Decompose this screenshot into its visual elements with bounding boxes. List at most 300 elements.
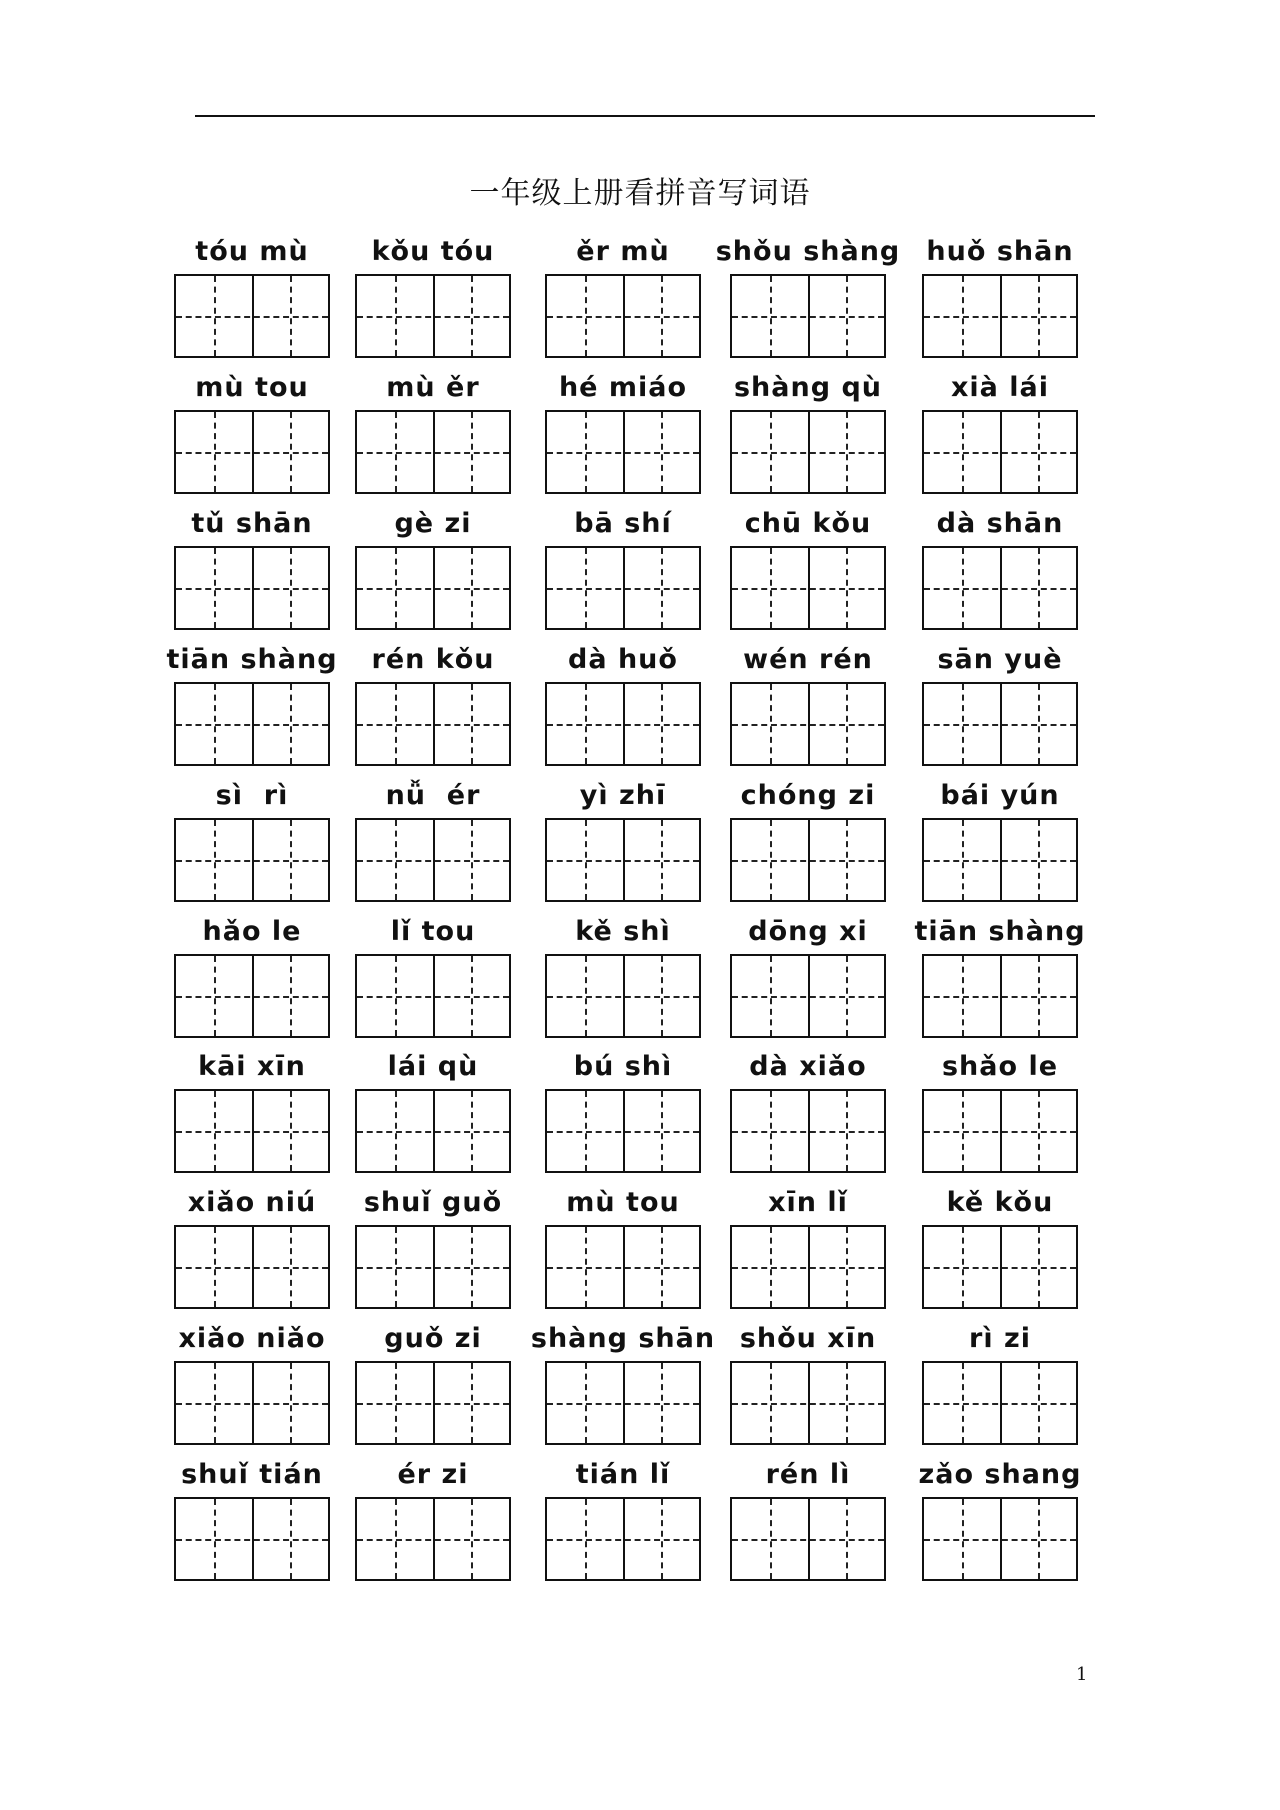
writing-box[interactable]	[355, 1089, 511, 1173]
pinyin-label: dà shān	[936, 508, 1064, 539]
pinyin-label: kě kǒu	[946, 1187, 1054, 1218]
vertical-guide-line	[585, 548, 587, 628]
box-divider	[1000, 412, 1002, 492]
vertical-guide-line	[585, 412, 587, 492]
box-divider	[623, 276, 625, 356]
pinyin-label: dōng xi	[748, 916, 868, 947]
box-divider	[252, 820, 254, 900]
vertical-guide-line	[290, 412, 292, 492]
vertical-guide-line	[1038, 276, 1040, 356]
vertical-guide-line	[770, 412, 772, 492]
pinyin-label: hǎo le	[202, 916, 302, 947]
writing-box[interactable]	[922, 1089, 1078, 1173]
page-number: 1	[1076, 1664, 1088, 1685]
writing-box[interactable]	[545, 682, 701, 766]
vertical-guide-line	[471, 1499, 473, 1579]
writing-box[interactable]	[730, 1361, 886, 1445]
vertical-guide-line	[846, 684, 848, 764]
word-item	[922, 508, 1078, 638]
vertical-guide-line	[962, 820, 964, 900]
vertical-guide-line	[471, 412, 473, 492]
vertical-guide-line	[585, 684, 587, 764]
pinyin-label: dà xiǎo	[749, 1051, 867, 1082]
box-divider	[623, 548, 625, 628]
writing-box[interactable]	[730, 546, 886, 630]
writing-box[interactable]	[174, 410, 330, 494]
vertical-guide-line	[770, 548, 772, 628]
box-divider	[252, 1227, 254, 1307]
box-divider	[808, 412, 810, 492]
writing-box[interactable]	[174, 1361, 330, 1445]
vertical-guide-line	[395, 276, 397, 356]
pinyin-label: shàng qù	[733, 372, 882, 403]
pinyin-label: hé miáo	[558, 372, 688, 403]
writing-box[interactable]	[355, 1497, 511, 1581]
pinyin-label: bā shí	[574, 508, 672, 539]
vertical-guide-line	[471, 1091, 473, 1171]
vertical-guide-line	[770, 820, 772, 900]
vertical-guide-line	[585, 956, 587, 1036]
vertical-guide-line	[395, 956, 397, 1036]
box-divider	[252, 684, 254, 764]
box-divider	[252, 956, 254, 1036]
word-item	[730, 1051, 886, 1181]
vertical-guide-line	[214, 548, 216, 628]
pinyin-label: shǒu xīn	[739, 1323, 877, 1354]
vertical-guide-line	[471, 684, 473, 764]
pinyin-label: chóng zi	[740, 780, 876, 811]
writing-box[interactable]	[922, 1497, 1078, 1581]
vertical-guide-line	[661, 820, 663, 900]
word-item	[545, 644, 701, 774]
box-divider	[623, 412, 625, 492]
vertical-guide-line	[214, 956, 216, 1036]
word-item	[730, 644, 886, 774]
writing-box[interactable]	[730, 1225, 886, 1309]
vertical-guide-line	[471, 1363, 473, 1443]
vertical-guide-line	[962, 548, 964, 628]
vertical-guide-line	[471, 548, 473, 628]
box-divider	[808, 1363, 810, 1443]
vertical-guide-line	[214, 684, 216, 764]
word-item	[545, 372, 701, 502]
vertical-guide-line	[770, 956, 772, 1036]
box-divider	[808, 276, 810, 356]
vertical-guide-line	[661, 1091, 663, 1171]
pinyin-label: xīn lǐ	[768, 1187, 848, 1218]
vertical-guide-line	[962, 956, 964, 1036]
box-divider	[1000, 1363, 1002, 1443]
vertical-guide-line	[585, 1363, 587, 1443]
word-item	[922, 780, 1078, 910]
writing-box[interactable]	[922, 1225, 1078, 1309]
writing-box[interactable]	[174, 954, 330, 1038]
word-item	[355, 780, 511, 910]
page-title: 一年级上册看拼音写词语	[469, 176, 811, 211]
word-item	[174, 508, 330, 638]
vertical-guide-line	[661, 548, 663, 628]
word-item	[355, 372, 511, 502]
writing-box[interactable]	[545, 818, 701, 902]
word-item	[355, 236, 511, 366]
box-divider	[623, 1227, 625, 1307]
writing-box[interactable]	[174, 818, 330, 902]
vertical-guide-line	[846, 1499, 848, 1579]
pinyin-label: shuǐ tián	[181, 1459, 323, 1490]
vertical-guide-line	[962, 684, 964, 764]
vertical-guide-line	[661, 956, 663, 1036]
word-item	[545, 1051, 701, 1181]
writing-box[interactable]	[174, 1225, 330, 1309]
vertical-guide-line	[395, 1227, 397, 1307]
writing-box[interactable]	[355, 274, 511, 358]
writing-box[interactable]	[545, 546, 701, 630]
vertical-guide-line	[395, 412, 397, 492]
word-item	[730, 508, 886, 638]
vertical-guide-line	[846, 412, 848, 492]
word-item	[174, 1459, 330, 1589]
pinyin-label: chū kǒu	[744, 508, 872, 539]
box-divider	[808, 548, 810, 628]
writing-box[interactable]	[922, 1361, 1078, 1445]
vertical-guide-line	[846, 956, 848, 1036]
vertical-guide-line	[214, 820, 216, 900]
pinyin-label: mù ěr	[386, 372, 480, 403]
word-item	[918, 1459, 1082, 1589]
vertical-guide-line	[214, 412, 216, 492]
word-item	[545, 916, 701, 1046]
vertical-guide-line	[962, 1227, 964, 1307]
word-item	[730, 1459, 886, 1589]
pinyin-label: xiǎo niú	[187, 1187, 317, 1218]
pinyin-label: tǔ shān	[191, 508, 313, 539]
writing-box[interactable]	[545, 1089, 701, 1173]
box-divider	[1000, 276, 1002, 356]
writing-box[interactable]	[545, 1497, 701, 1581]
word-item	[355, 508, 511, 638]
writing-box[interactable]	[545, 1225, 701, 1309]
word-item	[545, 236, 701, 366]
word-item	[730, 372, 886, 502]
word-item	[355, 644, 511, 774]
vertical-guide-line	[290, 1363, 292, 1443]
box-divider	[252, 276, 254, 356]
vertical-guide-line	[1038, 820, 1040, 900]
writing-box[interactable]	[730, 682, 886, 766]
pinyin-label: lǐ tou	[390, 916, 476, 947]
pinyin-label: shuǐ guǒ	[363, 1187, 503, 1218]
vertical-guide-line	[661, 684, 663, 764]
box-divider	[433, 548, 435, 628]
vertical-guide-line	[585, 1227, 587, 1307]
box-divider	[623, 1091, 625, 1171]
word-item	[730, 780, 886, 910]
writing-box[interactable]	[545, 410, 701, 494]
writing-box[interactable]	[922, 682, 1078, 766]
vertical-guide-line	[661, 1227, 663, 1307]
vertical-guide-line	[395, 684, 397, 764]
pinyin-label: rén kǒu	[371, 644, 495, 675]
vertical-guide-line	[661, 1499, 663, 1579]
vertical-guide-line	[395, 1499, 397, 1579]
vertical-guide-line	[290, 1227, 292, 1307]
pinyin-label: lái qù	[387, 1051, 479, 1082]
box-divider	[1000, 1091, 1002, 1171]
word-item	[922, 372, 1078, 502]
box-divider	[433, 412, 435, 492]
box-divider	[623, 1499, 625, 1579]
word-item	[166, 644, 338, 774]
writing-box[interactable]	[174, 682, 330, 766]
vertical-guide-line	[585, 1499, 587, 1579]
word-item	[730, 916, 886, 1046]
pinyin-label: dà huǒ	[568, 644, 678, 675]
pinyin-label: shǎo le	[941, 1051, 1059, 1082]
vertical-guide-line	[290, 1499, 292, 1579]
writing-box[interactable]	[545, 954, 701, 1038]
vertical-guide-line	[1038, 412, 1040, 492]
box-divider	[623, 820, 625, 900]
vertical-guide-line	[770, 1363, 772, 1443]
pinyin-label: zǎo shang	[918, 1459, 1082, 1490]
word-item	[530, 1323, 716, 1453]
vertical-guide-line	[1038, 1363, 1040, 1443]
pinyin-label: tián lǐ	[575, 1459, 671, 1490]
writing-box[interactable]	[922, 410, 1078, 494]
vertical-guide-line	[585, 1091, 587, 1171]
word-item	[922, 1051, 1078, 1181]
word-item	[922, 236, 1078, 366]
box-divider	[808, 1499, 810, 1579]
word-item	[545, 1187, 701, 1317]
box-divider	[623, 956, 625, 1036]
vertical-guide-line	[770, 684, 772, 764]
word-item	[914, 916, 1086, 1046]
vertical-guide-line	[770, 1227, 772, 1307]
vertical-guide-line	[846, 1091, 848, 1171]
word-item	[174, 1323, 330, 1453]
vertical-guide-line	[1038, 956, 1040, 1036]
vertical-guide-line	[962, 1363, 964, 1443]
vertical-guide-line	[471, 820, 473, 900]
pinyin-label: shǒu shàng	[715, 236, 901, 267]
vertical-guide-line	[585, 276, 587, 356]
vertical-guide-line	[1038, 684, 1040, 764]
vertical-guide-line	[214, 276, 216, 356]
pinyin-label: gè zi	[394, 508, 472, 539]
word-item	[355, 1051, 511, 1181]
vertical-guide-line	[846, 548, 848, 628]
pinyin-label: guǒ zi	[384, 1323, 482, 1354]
writing-box[interactable]	[174, 274, 330, 358]
word-item	[922, 1187, 1078, 1317]
vertical-guide-line	[846, 1227, 848, 1307]
word-item	[545, 1459, 701, 1589]
vertical-guide-line	[962, 412, 964, 492]
writing-box[interactable]	[730, 274, 886, 358]
pinyin-label: sì rì	[215, 780, 289, 811]
word-item	[922, 644, 1078, 774]
writing-box[interactable]	[730, 818, 886, 902]
vertical-guide-line	[290, 548, 292, 628]
box-divider	[433, 684, 435, 764]
word-item	[730, 1323, 886, 1453]
vertical-guide-line	[471, 1227, 473, 1307]
pinyin-label: rén lì	[765, 1459, 851, 1490]
vertical-guide-line	[962, 1499, 964, 1579]
writing-box[interactable]	[922, 546, 1078, 630]
word-item	[174, 372, 330, 502]
vertical-guide-line	[661, 1363, 663, 1443]
box-divider	[808, 1091, 810, 1171]
word-item	[355, 1187, 511, 1317]
vertical-guide-line	[395, 1363, 397, 1443]
box-divider	[623, 1363, 625, 1443]
pinyin-label: kě shì	[575, 916, 671, 947]
writing-box[interactable]	[355, 954, 511, 1038]
vertical-guide-line	[290, 684, 292, 764]
vertical-guide-line	[214, 1091, 216, 1171]
vertical-guide-line	[846, 820, 848, 900]
writing-box[interactable]	[545, 274, 701, 358]
vertical-guide-line	[471, 956, 473, 1036]
box-divider	[808, 820, 810, 900]
writing-box[interactable]	[355, 818, 511, 902]
box-divider	[433, 1363, 435, 1443]
pinyin-label: yì zhī	[579, 780, 667, 811]
vertical-guide-line	[846, 1363, 848, 1443]
pinyin-label: tóu mù	[195, 236, 309, 267]
box-divider	[252, 412, 254, 492]
writing-box[interactable]	[545, 1361, 701, 1445]
word-item	[715, 236, 901, 366]
writing-box[interactable]	[174, 1497, 330, 1581]
word-item	[174, 1187, 330, 1317]
pinyin-label: shàng shān	[530, 1323, 716, 1354]
vertical-guide-line	[1038, 1227, 1040, 1307]
pinyin-label: xiǎo niǎo	[178, 1323, 326, 1354]
vertical-guide-line	[471, 276, 473, 356]
pinyin-label: sān yuè	[937, 644, 1063, 675]
box-divider	[252, 548, 254, 628]
vertical-guide-line	[395, 820, 397, 900]
vertical-guide-line	[290, 820, 292, 900]
box-divider	[433, 1499, 435, 1579]
box-divider	[433, 956, 435, 1036]
pinyin-label: xià lái	[950, 372, 1050, 403]
pinyin-label: mù tou	[566, 1187, 680, 1218]
box-divider	[252, 1091, 254, 1171]
writing-box[interactable]	[174, 546, 330, 630]
pinyin-label: huǒ shān	[926, 236, 1074, 267]
vertical-guide-line	[962, 1091, 964, 1171]
writing-box[interactable]	[730, 954, 886, 1038]
vertical-guide-line	[290, 276, 292, 356]
box-divider	[1000, 684, 1002, 764]
writing-box[interactable]	[730, 1497, 886, 1581]
pinyin-label: tiān shàng	[166, 644, 338, 675]
writing-box[interactable]	[922, 274, 1078, 358]
pinyin-label: rì zi	[969, 1323, 1031, 1354]
word-item	[355, 916, 511, 1046]
box-divider	[623, 684, 625, 764]
vertical-guide-line	[1038, 1499, 1040, 1579]
vertical-guide-line	[770, 1499, 772, 1579]
pinyin-label: ěr mù	[576, 236, 670, 267]
vertical-guide-line	[290, 956, 292, 1036]
pinyin-label: ér zi	[397, 1459, 469, 1490]
vertical-guide-line	[770, 1091, 772, 1171]
vertical-guide-line	[661, 412, 663, 492]
writing-box[interactable]	[922, 954, 1078, 1038]
writing-box[interactable]	[730, 1089, 886, 1173]
pinyin-label: bú shì	[573, 1051, 673, 1082]
vertical-guide-line	[214, 1499, 216, 1579]
writing-box[interactable]	[355, 546, 511, 630]
word-item	[174, 780, 330, 910]
vertical-guide-line	[290, 1091, 292, 1171]
writing-box[interactable]	[355, 1361, 511, 1445]
box-divider	[433, 276, 435, 356]
writing-box[interactable]	[355, 1225, 511, 1309]
pinyin-label: wén rén	[743, 644, 873, 675]
pinyin-label: nǚ ér	[385, 780, 481, 811]
box-divider	[433, 820, 435, 900]
writing-box[interactable]	[730, 410, 886, 494]
pinyin-label: bái yún	[940, 780, 1060, 811]
writing-box[interactable]	[174, 1089, 330, 1173]
box-divider	[808, 684, 810, 764]
vertical-guide-line	[395, 1091, 397, 1171]
writing-box[interactable]	[922, 818, 1078, 902]
vertical-guide-line	[585, 820, 587, 900]
writing-box[interactable]	[355, 682, 511, 766]
box-divider	[1000, 956, 1002, 1036]
word-item	[174, 1051, 330, 1181]
box-divider	[1000, 1499, 1002, 1579]
box-divider	[252, 1499, 254, 1579]
box-divider	[1000, 1227, 1002, 1307]
word-item	[174, 916, 330, 1046]
pinyin-label: kǒu tóu	[371, 236, 495, 267]
box-divider	[252, 1363, 254, 1443]
vertical-guide-line	[962, 276, 964, 356]
word-item	[922, 1323, 1078, 1453]
box-divider	[808, 956, 810, 1036]
word-item	[174, 236, 330, 366]
box-divider	[808, 1227, 810, 1307]
box-divider	[1000, 820, 1002, 900]
pinyin-label: kāi xīn	[198, 1051, 306, 1082]
writing-box[interactable]	[355, 410, 511, 494]
word-item	[355, 1459, 511, 1589]
vertical-guide-line	[395, 548, 397, 628]
pinyin-label: tiān shàng	[914, 916, 1086, 947]
vertical-guide-line	[846, 276, 848, 356]
vertical-guide-line	[661, 276, 663, 356]
box-divider	[1000, 548, 1002, 628]
word-item	[730, 1187, 886, 1317]
vertical-guide-line	[770, 276, 772, 356]
box-divider	[433, 1091, 435, 1171]
vertical-guide-line	[214, 1363, 216, 1443]
word-item	[355, 1323, 511, 1453]
word-item	[545, 508, 701, 638]
vertical-guide-line	[1038, 1091, 1040, 1171]
pinyin-label: mù tou	[195, 372, 309, 403]
box-divider	[433, 1227, 435, 1307]
vertical-guide-line	[1038, 548, 1040, 628]
